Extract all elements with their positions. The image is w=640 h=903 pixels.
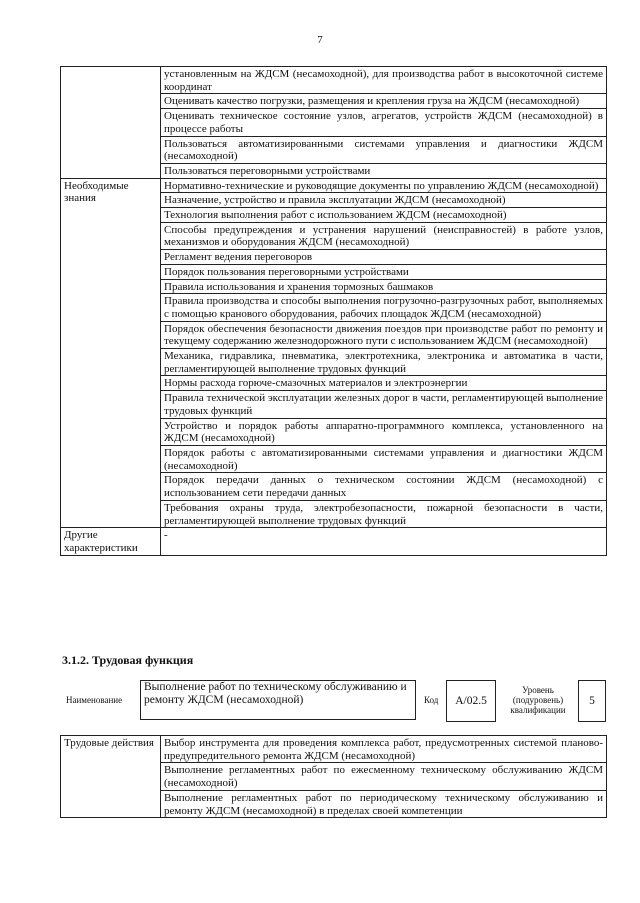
page-number: 7 — [317, 34, 323, 46]
table-cell: Порядок обеспечения безопасности движения поездов при производстве работ по ремонту и текущему содержанию железнодорожного пути с использованием ЖДСМ (несамоходной) — [161, 321, 607, 348]
table-row — [61, 528, 607, 555]
table-row — [61, 67, 607, 94]
level-label: Уровень (подуровень) квалификации — [510, 685, 566, 715]
name-label: Наименование — [66, 695, 123, 705]
table-row — [61, 178, 607, 193]
table-cell: Оценивать качество погрузки, размещения и крепления груза на ЖДСМ (несамоходной) — [161, 94, 607, 109]
table-cell: Нормы расхода горюче-смазочных материалов и электроэнергии — [161, 376, 607, 391]
table-row — [61, 736, 607, 763]
table-cell: Порядок передачи данных о техническом состоянии ЖДСМ (несамоходной) с использованием сети передачи данных — [161, 473, 607, 500]
table-cell: Правила технической эксплуатации железных дорог в части, регламентирующей выполнение трудовых функций — [161, 391, 607, 418]
table-cell: Выполнение регламентных работ по ежесменному техническому обслуживанию ЖДСМ (несамоходной) — [161, 763, 607, 790]
table-cell: Регламент ведения переговоров — [161, 250, 607, 265]
table-cell: Оценивать техническое состояние узлов, агрегатов, устройств ЖДСМ (несамоходной) в процессе работы — [161, 109, 607, 136]
table-cell: Устройство и порядок работы аппаратно-программного комплекса, установленного на ЖДСМ (несамоходной) — [161, 418, 607, 445]
function-header — [60, 680, 606, 722]
table-cell: Пользоваться переговорными устройствами — [161, 163, 607, 178]
section-heading: 3.1.2. Трудовая функция — [62, 653, 194, 667]
table-cell: - — [161, 528, 607, 555]
table-cell: Технология выполнения работ с использованием ЖДСМ (несамоходной) — [161, 208, 607, 223]
function-name: Выполнение работ по техническому обслуживанию и ремонту ЖДСМ (несамоходной) — [140, 680, 416, 720]
row-label — [61, 67, 161, 179]
table-cell: Выбор инструмента для проведения комплекса работ, предусмотренных системой планово-предупредительного ремонта ЖДСМ (несамоходной) — [161, 736, 607, 763]
skills-knowledge-table — [60, 66, 607, 556]
table-cell: Механика, гидравлика, пневматика, электротехника, электроника и автоматика в части, регламентирующей выполнение трудовых функций — [161, 349, 607, 376]
table-cell: Способы предупреждения и устранения нарушений (неисправностей) в работе узлов, механизмов и оборудования ЖДСМ (несамоходной) — [161, 222, 607, 249]
function-code: A/02.5 — [446, 680, 496, 722]
table-cell: Нормативно-технические и руководящие документы по управлению ЖДСМ (несамоходной) — [161, 178, 607, 193]
table-cell: Назначение, устройство и правила эксплуатации ЖДСМ (несамоходной) — [161, 193, 607, 208]
labor-actions-table — [60, 735, 607, 818]
code-label: Код — [424, 695, 439, 705]
table-cell: Правила использования и хранения тормозных башмаков — [161, 279, 607, 294]
table-cell: Правила производства и способы выполнения погрузочно-разгрузочных работ, выполняемых с помощью кранового оборудования, рабочих площадок ЖДСМ (несамоходной) — [161, 294, 607, 321]
row-label-other: Другие характеристики — [61, 528, 161, 555]
table-cell: Пользоваться автоматизированными системами управления и диагностики ЖДСМ (несамоходной) — [161, 136, 607, 163]
table-cell: Требования охраны труда, электробезопасности, пожарной безопасности в части, регламентирующей выполнение трудовых функций — [161, 500, 607, 527]
row-label-actions: Трудовые действия — [61, 736, 161, 818]
row-label-knowledge: Необходимые знания — [61, 178, 161, 528]
table-cell: Порядок работы с автоматизированными системами управления и диагностики ЖДСМ (несамоходной) — [161, 445, 607, 472]
table-cell: установленным на ЖДСМ (несамоходной), для производства работ в высокоточной системе координат — [161, 67, 607, 94]
table-cell: Выполнение регламентных работ по периодическому техническому обслуживанию и ремонту ЖДСМ (несамоходной) в пределах своей компетенции — [161, 790, 607, 817]
function-level: 5 — [578, 680, 606, 722]
table-cell: Порядок пользования переговорными устройствами — [161, 264, 607, 279]
